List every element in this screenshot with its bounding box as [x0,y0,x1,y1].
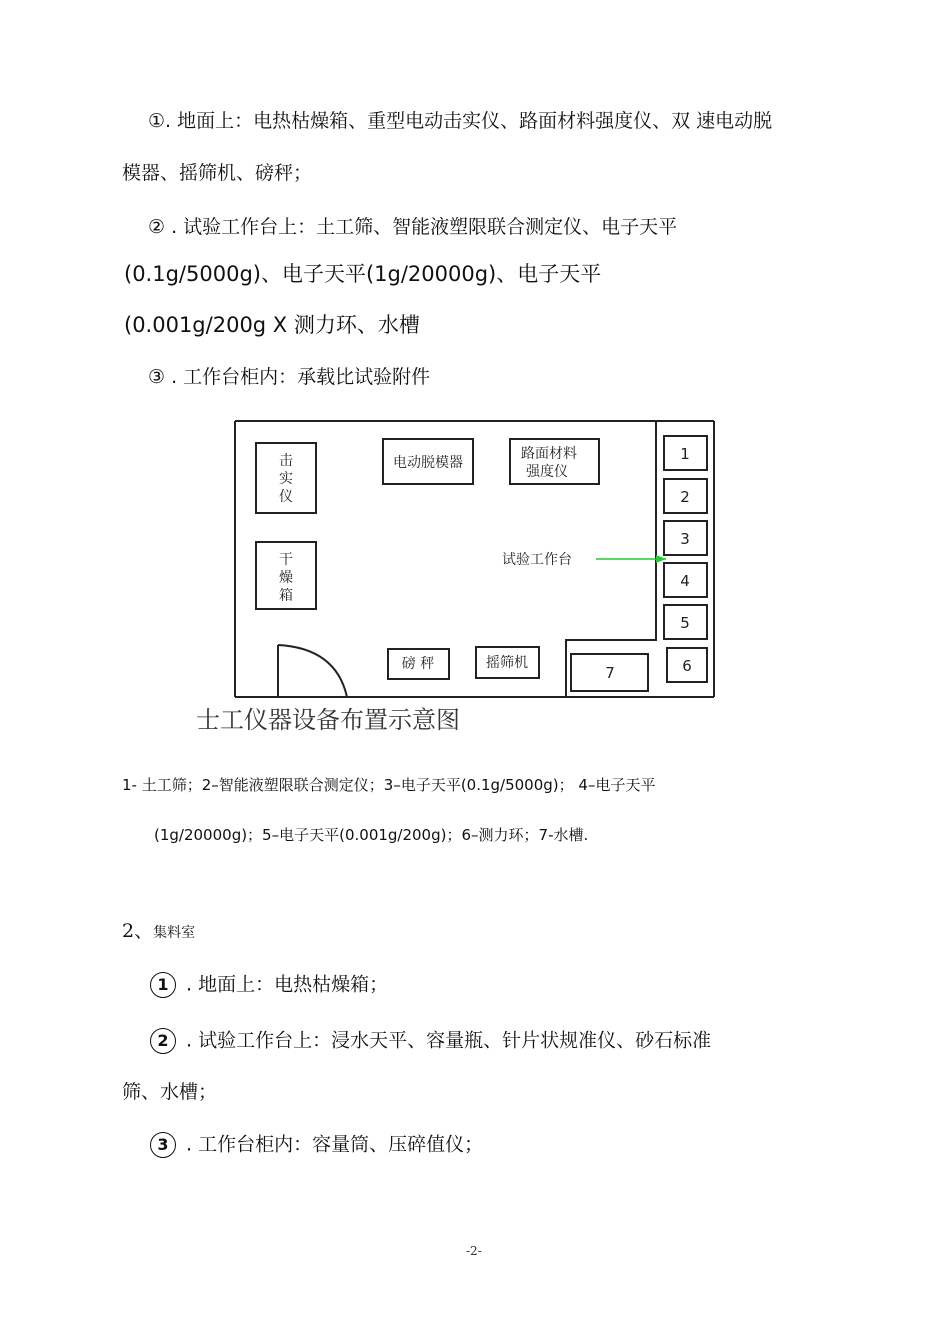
s1-item2-line3: (0.001g/200g X 测力环、水槽 [124,313,420,337]
legend-line2: (1g/20000g)；5–电子天平(0.001g/200g)；6–测力环；7-水槽. [154,826,589,844]
dryer-label-1: 干 [279,552,293,568]
compactor-label-1: 击 [279,453,293,469]
bench-label: 试验工作台 [502,552,572,568]
s2-item3-text: . 工作台柜内：容量筒、压碎值仪； [186,1133,484,1156]
page-number: -2- [466,1244,482,1258]
demolder-label: 电动脱模器 [393,455,463,471]
s2-item1-text: . 地面上：电热枯燥箱； [186,973,389,996]
s2-item2-text: . 试验工作台上：浸水天平、容量瓶、针片状规准仪、砂石标准 [186,1029,712,1052]
circled-number-1: 1 [150,972,176,998]
bench-arrow-head [656,555,666,563]
circled-number-2: 2 [150,1028,176,1054]
dryer-label-2: 燥 [279,570,293,586]
section2-heading [122,920,195,943]
number-1: 1 [680,445,690,463]
scale-label: 磅 秤 [401,656,435,672]
s1-item3: ③ . 工作台柜内：承载比试验附件 [148,366,431,388]
s1-item2-line2: (0.1g/5000g)、电子天平(1g/20000g)、电子天平 [124,262,602,286]
number-5: 5 [680,614,690,632]
compactor-label-2: 实 [279,471,293,487]
legend-line1: 1- 土工筛；2–智能液塑限联合测定仪；3–电子天平(0.1g/5000g)； 4–电子天平 [122,776,656,794]
section2-heading-number: 2、 [122,920,154,942]
s1-item2-line1: ② . 试验工作台上：土工筛、智能液塑限联合测定仪、电子天平 [148,216,678,238]
road-tester-label-2: 强度仪 [526,464,568,480]
number-3: 3 [680,530,690,548]
number-4: 4 [680,572,690,590]
circled-number-3: 3 [150,1132,176,1158]
section2-heading-text: 集料室 [153,925,196,941]
s1-item1-line1: ①. 地面上：电热枯燥箱、重型电动击实仪、路面材料强度仪、双 速电动脱 [148,110,773,132]
s2-item2-line2: 筛、水槽； [122,1081,218,1103]
shaker-label: 摇筛机 [486,655,528,671]
s1-item1-line2: 模器、摇筛机、磅秤； [122,162,313,184]
s2-item2 [150,1028,711,1054]
s2-item1 [150,972,388,998]
number-6: 6 [682,657,692,675]
road-tester-label-1: 路面材料 [521,446,577,462]
compactor-label-3: 仪 [279,489,293,505]
door-swing-arc [278,645,347,697]
s2-item3 [150,1132,483,1158]
diagram-caption: 士工仪器设备布置示意图 [196,706,460,734]
dryer-label-3: 箱 [279,588,293,604]
number-7: 7 [605,664,615,682]
number-2: 2 [680,488,690,506]
